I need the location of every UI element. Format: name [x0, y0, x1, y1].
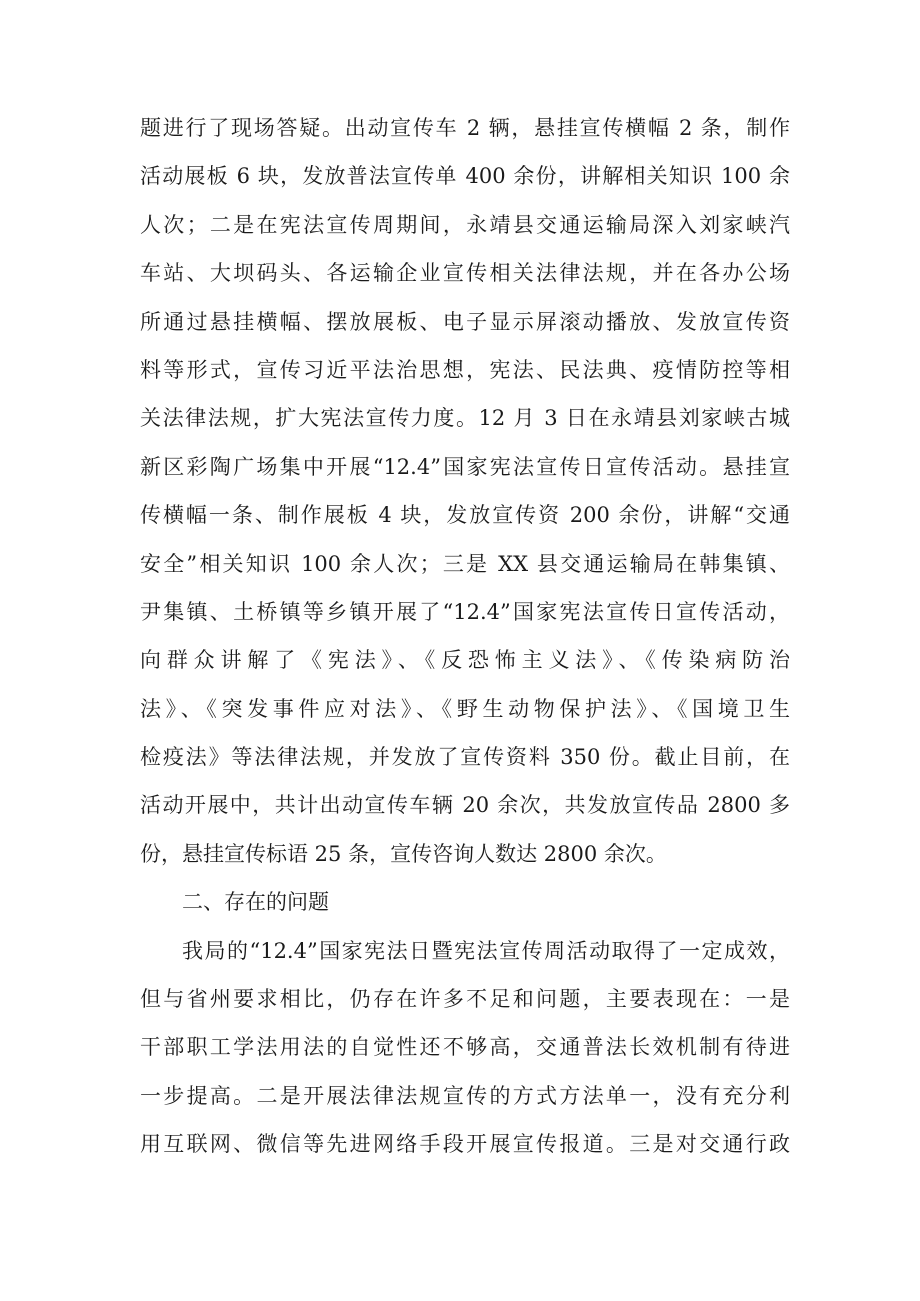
- text-line: 向群众讲解了《宪法》、《反恐怖主义法》、《传染病防治: [140, 648, 790, 673]
- text-line: 题进行了现场答疑。出动宣传车 2 辆，悬挂宣传横幅 2 条，制作: [140, 116, 790, 140]
- text-line: 新区彩陶广场集中开展“12.4”国家宪法宣传日宣传活动。悬挂宣: [140, 454, 790, 479]
- document-body: [140, 104, 790, 1169]
- text-line: 安全”相关知识 100 余人次；三是 XX 县交通运输局在韩集镇、: [140, 551, 790, 576]
- text-line: 但与省州要求相比，仍存在许多不足和问题，主要表现在：一是: [140, 987, 790, 1012]
- text-line: 份，悬挂宣传标语 25 条，宣传咨询人数达 2800 余次。: [140, 841, 667, 866]
- text-line: 人次；二是在宪法宣传周期间，永靖县交通运输局深入刘家峡汽: [140, 212, 790, 237]
- paragraph-activities: [140, 104, 790, 878]
- section-heading-problems: 二、存在的问题: [182, 890, 329, 915]
- text-line: 用互联网、微信等先进网络手段开展宣传报道。三是对交通行政: [140, 1132, 790, 1157]
- text-line: 我局的“12.4”国家宪法日暨宪法宣传周活动取得了一定成效，: [182, 938, 790, 963]
- text-line: 一步提高。二是开展法律法规宣传的方式方法单一，没有充分利: [140, 1083, 790, 1108]
- text-line: 传横幅一条、制作展板 4 块，发放宣传资 200 余份，讲解“交通: [140, 503, 790, 528]
- text-line: 尹集镇、土桥镇等乡镇开展了“12.4”国家宪法宣传日宣传活动，: [140, 599, 790, 624]
- text-line: 干部职工学法用法的自觉性还不够高，交通普法长效机制有待进: [140, 1035, 790, 1060]
- text-line: 料等形式，宣传习近平法治思想，宪法、民法典、疫情防控等相: [140, 357, 790, 382]
- text-line: 活动展板 6 块，发放普法宣传单 400 余份，讲解相关知识 100 余: [140, 164, 790, 189]
- paragraph-problems: [140, 927, 790, 1169]
- text-line: 关法律法规，扩大宪法宣传力度。12 月 3 日在永靖县刘家峡古城: [140, 406, 790, 431]
- text-line: 检疫法》等法律法规，并发放了宣传资料 350 份。截止目前，在: [140, 745, 790, 770]
- text-line: 活动开展中，共计出动宣传车辆 20 余次，共发放宣传品 2800 多: [140, 793, 790, 818]
- text-line: 车站、大坝码头、各运输企业宣传相关法律法规，并在各办公场: [140, 261, 790, 286]
- text-line: 法》、《突发事件应对法》、《野生动物保护法》、《国境卫生: [140, 696, 790, 721]
- text-line: 所通过悬挂横幅、摆放展板、电子显示屏滚动播放、发放宣传资: [140, 309, 790, 334]
